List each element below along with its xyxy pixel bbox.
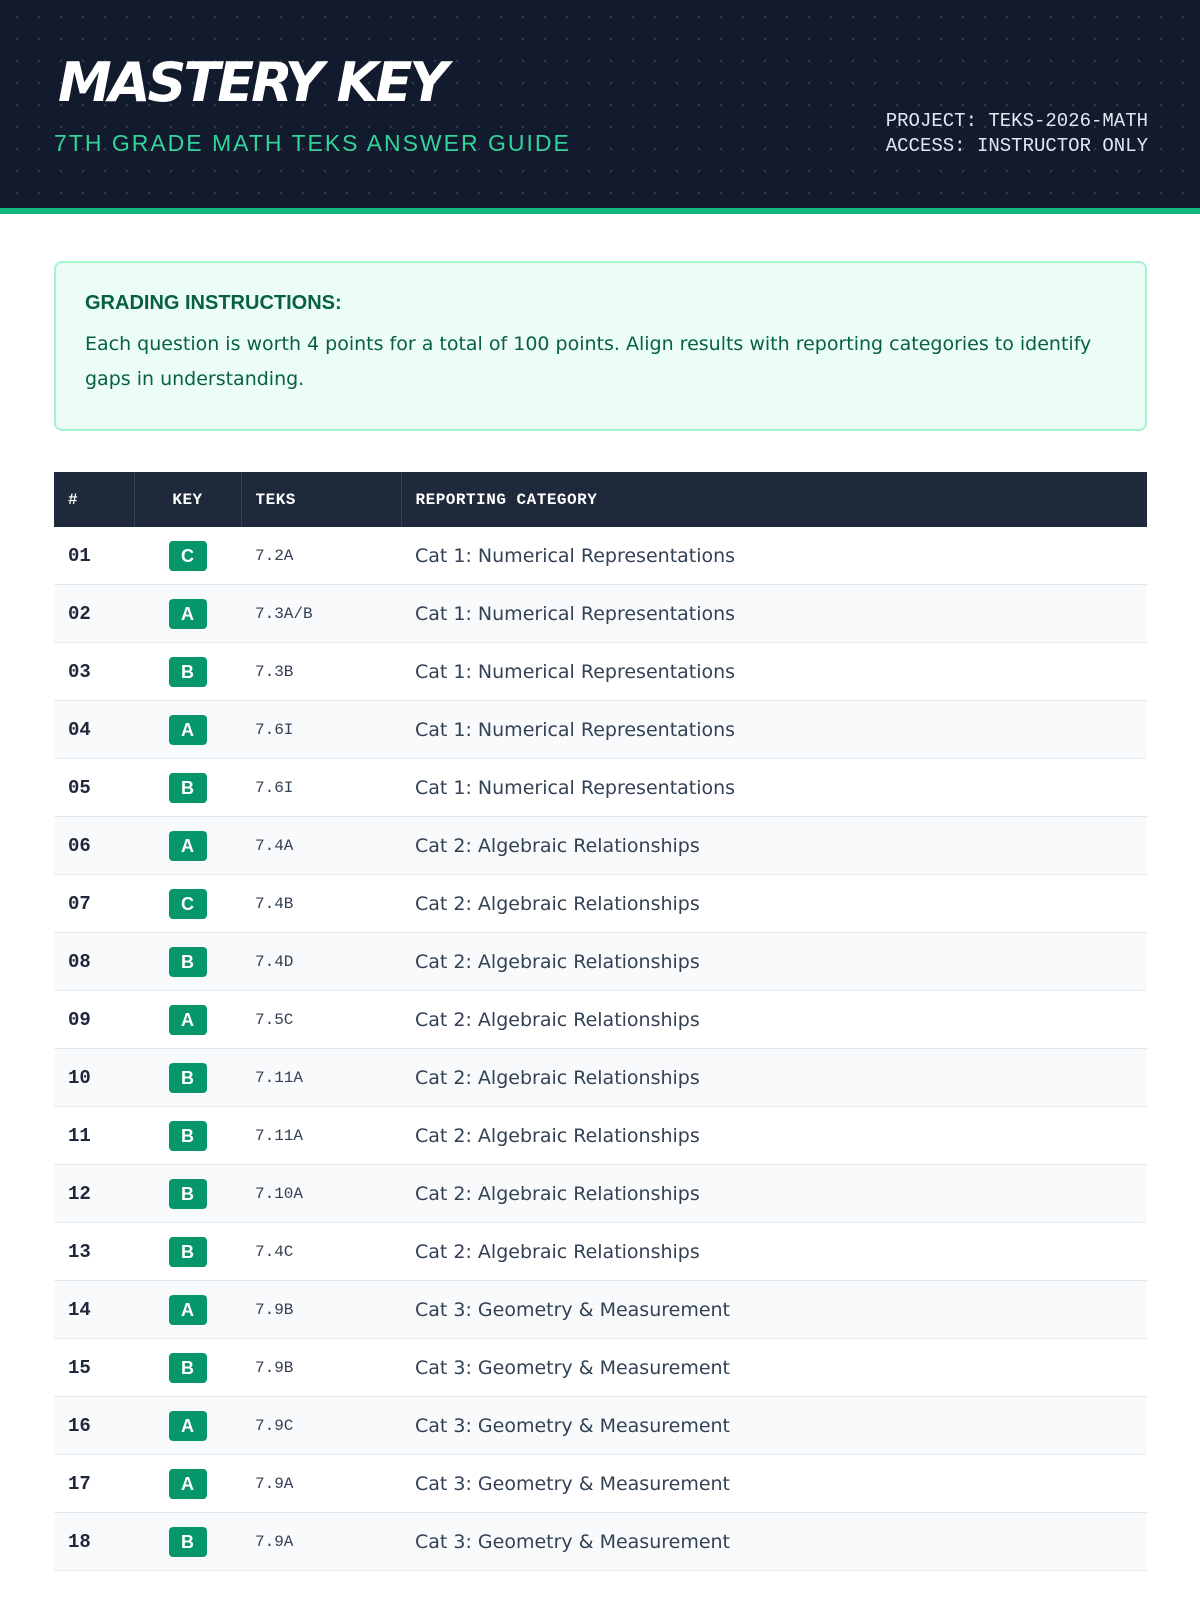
teks-code: 7.3B (241, 643, 401, 701)
answer-badge: B (169, 773, 207, 803)
answer-badge: A (169, 1411, 207, 1441)
answer-badge: B (169, 1179, 207, 1209)
reporting-category: Cat 1: Numerical Representations (401, 527, 1147, 585)
column-header-number: # (54, 472, 134, 527)
answer-key-cell (134, 1281, 241, 1339)
table-row (54, 585, 1147, 643)
column-header-category: REPORTING CATEGORY (401, 472, 1147, 527)
reporting-category: Cat 1: Numerical Representations (401, 759, 1147, 817)
reporting-category: Cat 2: Algebraic Relationships (401, 1107, 1147, 1165)
page-subtitle: 7TH GRADE MATH TEKS ANSWER GUIDE (54, 130, 571, 156)
answer-key-cell (134, 643, 241, 701)
table-row (54, 1339, 1147, 1397)
column-header-teks: TEKS (241, 472, 401, 527)
teks-code: 7.9B (241, 1281, 401, 1339)
answer-badge: A (169, 1295, 207, 1325)
answer-key-cell (134, 759, 241, 817)
table-row (54, 1107, 1147, 1165)
reporting-category: Cat 3: Geometry & Measurement (401, 1339, 1147, 1397)
teks-code: 7.4D (241, 933, 401, 991)
answer-badge: B (169, 1237, 207, 1267)
reporting-category: Cat 2: Algebraic Relationships (401, 817, 1147, 875)
answer-badge: A (169, 1005, 207, 1035)
instructions-title: GRADING INSTRUCTIONS: (85, 292, 342, 314)
answer-key-cell (134, 991, 241, 1049)
question-number: 18 (54, 1513, 134, 1571)
table-header (54, 472, 1147, 527)
teks-code: 7.9A (241, 1455, 401, 1513)
reporting-category: Cat 1: Numerical Representations (401, 643, 1147, 701)
answer-key-table (54, 472, 1147, 1571)
answer-badge: A (169, 599, 207, 629)
answer-key-cell (134, 1107, 241, 1165)
answer-key-cell (134, 1339, 241, 1397)
reporting-category: Cat 3: Geometry & Measurement (401, 1281, 1147, 1339)
question-number: 03 (54, 643, 134, 701)
teks-code: 7.4B (241, 875, 401, 933)
teks-code: 7.3A/B (241, 585, 401, 643)
answer-key-cell (134, 527, 241, 585)
table-row (54, 643, 1147, 701)
teks-code: 7.6I (241, 701, 401, 759)
answer-badge: A (169, 831, 207, 861)
reporting-category: Cat 1: Numerical Representations (401, 701, 1147, 759)
teks-code: 7.6I (241, 759, 401, 817)
teks-code: 7.9A (241, 1513, 401, 1571)
question-number: 14 (54, 1281, 134, 1339)
table-row (54, 1281, 1147, 1339)
question-number: 12 (54, 1165, 134, 1223)
table-row (54, 875, 1147, 933)
table-row (54, 759, 1147, 817)
answer-badge: B (169, 1527, 207, 1557)
teks-code: 7.9B (241, 1339, 401, 1397)
answer-badge: C (169, 541, 207, 571)
answer-badge: A (169, 715, 207, 745)
answer-key-cell (134, 1397, 241, 1455)
page-title: MASTERY KEY (58, 51, 446, 114)
answer-key-cell (134, 817, 241, 875)
teks-code: 7.5C (241, 991, 401, 1049)
teks-code: 7.11A (241, 1107, 401, 1165)
instructions-body: Each question is worth 4 points for a total of 100 points. Align results with reporting categories to identify gaps in understanding. (85, 333, 1092, 390)
table-row (54, 1513, 1147, 1571)
question-number: 10 (54, 1049, 134, 1107)
table-row (54, 1223, 1147, 1281)
answer-key-cell (134, 1223, 241, 1281)
teks-code: 7.10A (241, 1165, 401, 1223)
reporting-category: Cat 2: Algebraic Relationships (401, 1223, 1147, 1281)
question-number: 16 (54, 1397, 134, 1455)
reporting-category: Cat 3: Geometry & Measurement (401, 1513, 1147, 1571)
question-number: 02 (54, 585, 134, 643)
table-row (54, 701, 1147, 759)
table-row (54, 933, 1147, 991)
question-number: 13 (54, 1223, 134, 1281)
question-number: 04 (54, 701, 134, 759)
answer-badge: C (169, 889, 207, 919)
answer-badge: A (169, 1469, 207, 1499)
document-meta (886, 109, 1148, 159)
teks-code: 7.11A (241, 1049, 401, 1107)
reporting-category: Cat 2: Algebraic Relationships (401, 1165, 1147, 1223)
answer-key-cell (134, 1165, 241, 1223)
teks-code: 7.9C (241, 1397, 401, 1455)
teks-code: 7.4C (241, 1223, 401, 1281)
teks-code: 7.2A (241, 527, 401, 585)
reporting-category: Cat 3: Geometry & Measurement (401, 1455, 1147, 1513)
project-code: PROJECT: TEKS-2026-MATH (885, 110, 1148, 132)
answer-badge: B (169, 1063, 207, 1093)
answer-key-cell (134, 701, 241, 759)
page-header (0, 0, 1200, 214)
table-row (54, 1397, 1147, 1455)
answer-key-cell (134, 1455, 241, 1513)
question-number: 11 (54, 1107, 134, 1165)
access-level: ACCESS: INSTRUCTOR ONLY (885, 135, 1148, 157)
question-number: 07 (54, 875, 134, 933)
table-row (54, 1049, 1147, 1107)
reporting-category: Cat 2: Algebraic Relationships (401, 875, 1147, 933)
table-row (54, 817, 1147, 875)
answer-badge: B (169, 1353, 207, 1383)
answer-key-cell (134, 1513, 241, 1571)
reporting-category: Cat 2: Algebraic Relationships (401, 933, 1147, 991)
column-header-key: KEY (134, 472, 241, 527)
question-number: 08 (54, 933, 134, 991)
answer-badge: B (169, 1121, 207, 1151)
answer-key-cell (134, 875, 241, 933)
question-number: 09 (54, 991, 134, 1049)
answer-badge: B (169, 947, 207, 977)
question-number: 15 (54, 1339, 134, 1397)
answer-key-cell (134, 933, 241, 991)
question-number: 06 (54, 817, 134, 875)
table-row (54, 527, 1147, 585)
grading-instructions-card (54, 261, 1147, 431)
table-body (54, 527, 1147, 1571)
answer-key-cell (134, 1049, 241, 1107)
reporting-category: Cat 2: Algebraic Relationships (401, 1049, 1147, 1107)
answer-badge: B (169, 657, 207, 687)
table-row (54, 1455, 1147, 1513)
question-number: 17 (54, 1455, 134, 1513)
reporting-category: Cat 3: Geometry & Measurement (401, 1397, 1147, 1455)
answer-key-cell (134, 585, 241, 643)
question-number: 05 (54, 759, 134, 817)
teks-code: 7.4A (241, 817, 401, 875)
answer-key-table-container (54, 472, 1147, 1571)
table-row (54, 1165, 1147, 1223)
table-row (54, 991, 1147, 1049)
reporting-category: Cat 2: Algebraic Relationships (401, 991, 1147, 1049)
question-number: 01 (54, 527, 134, 585)
reporting-category: Cat 1: Numerical Representations (401, 585, 1147, 643)
